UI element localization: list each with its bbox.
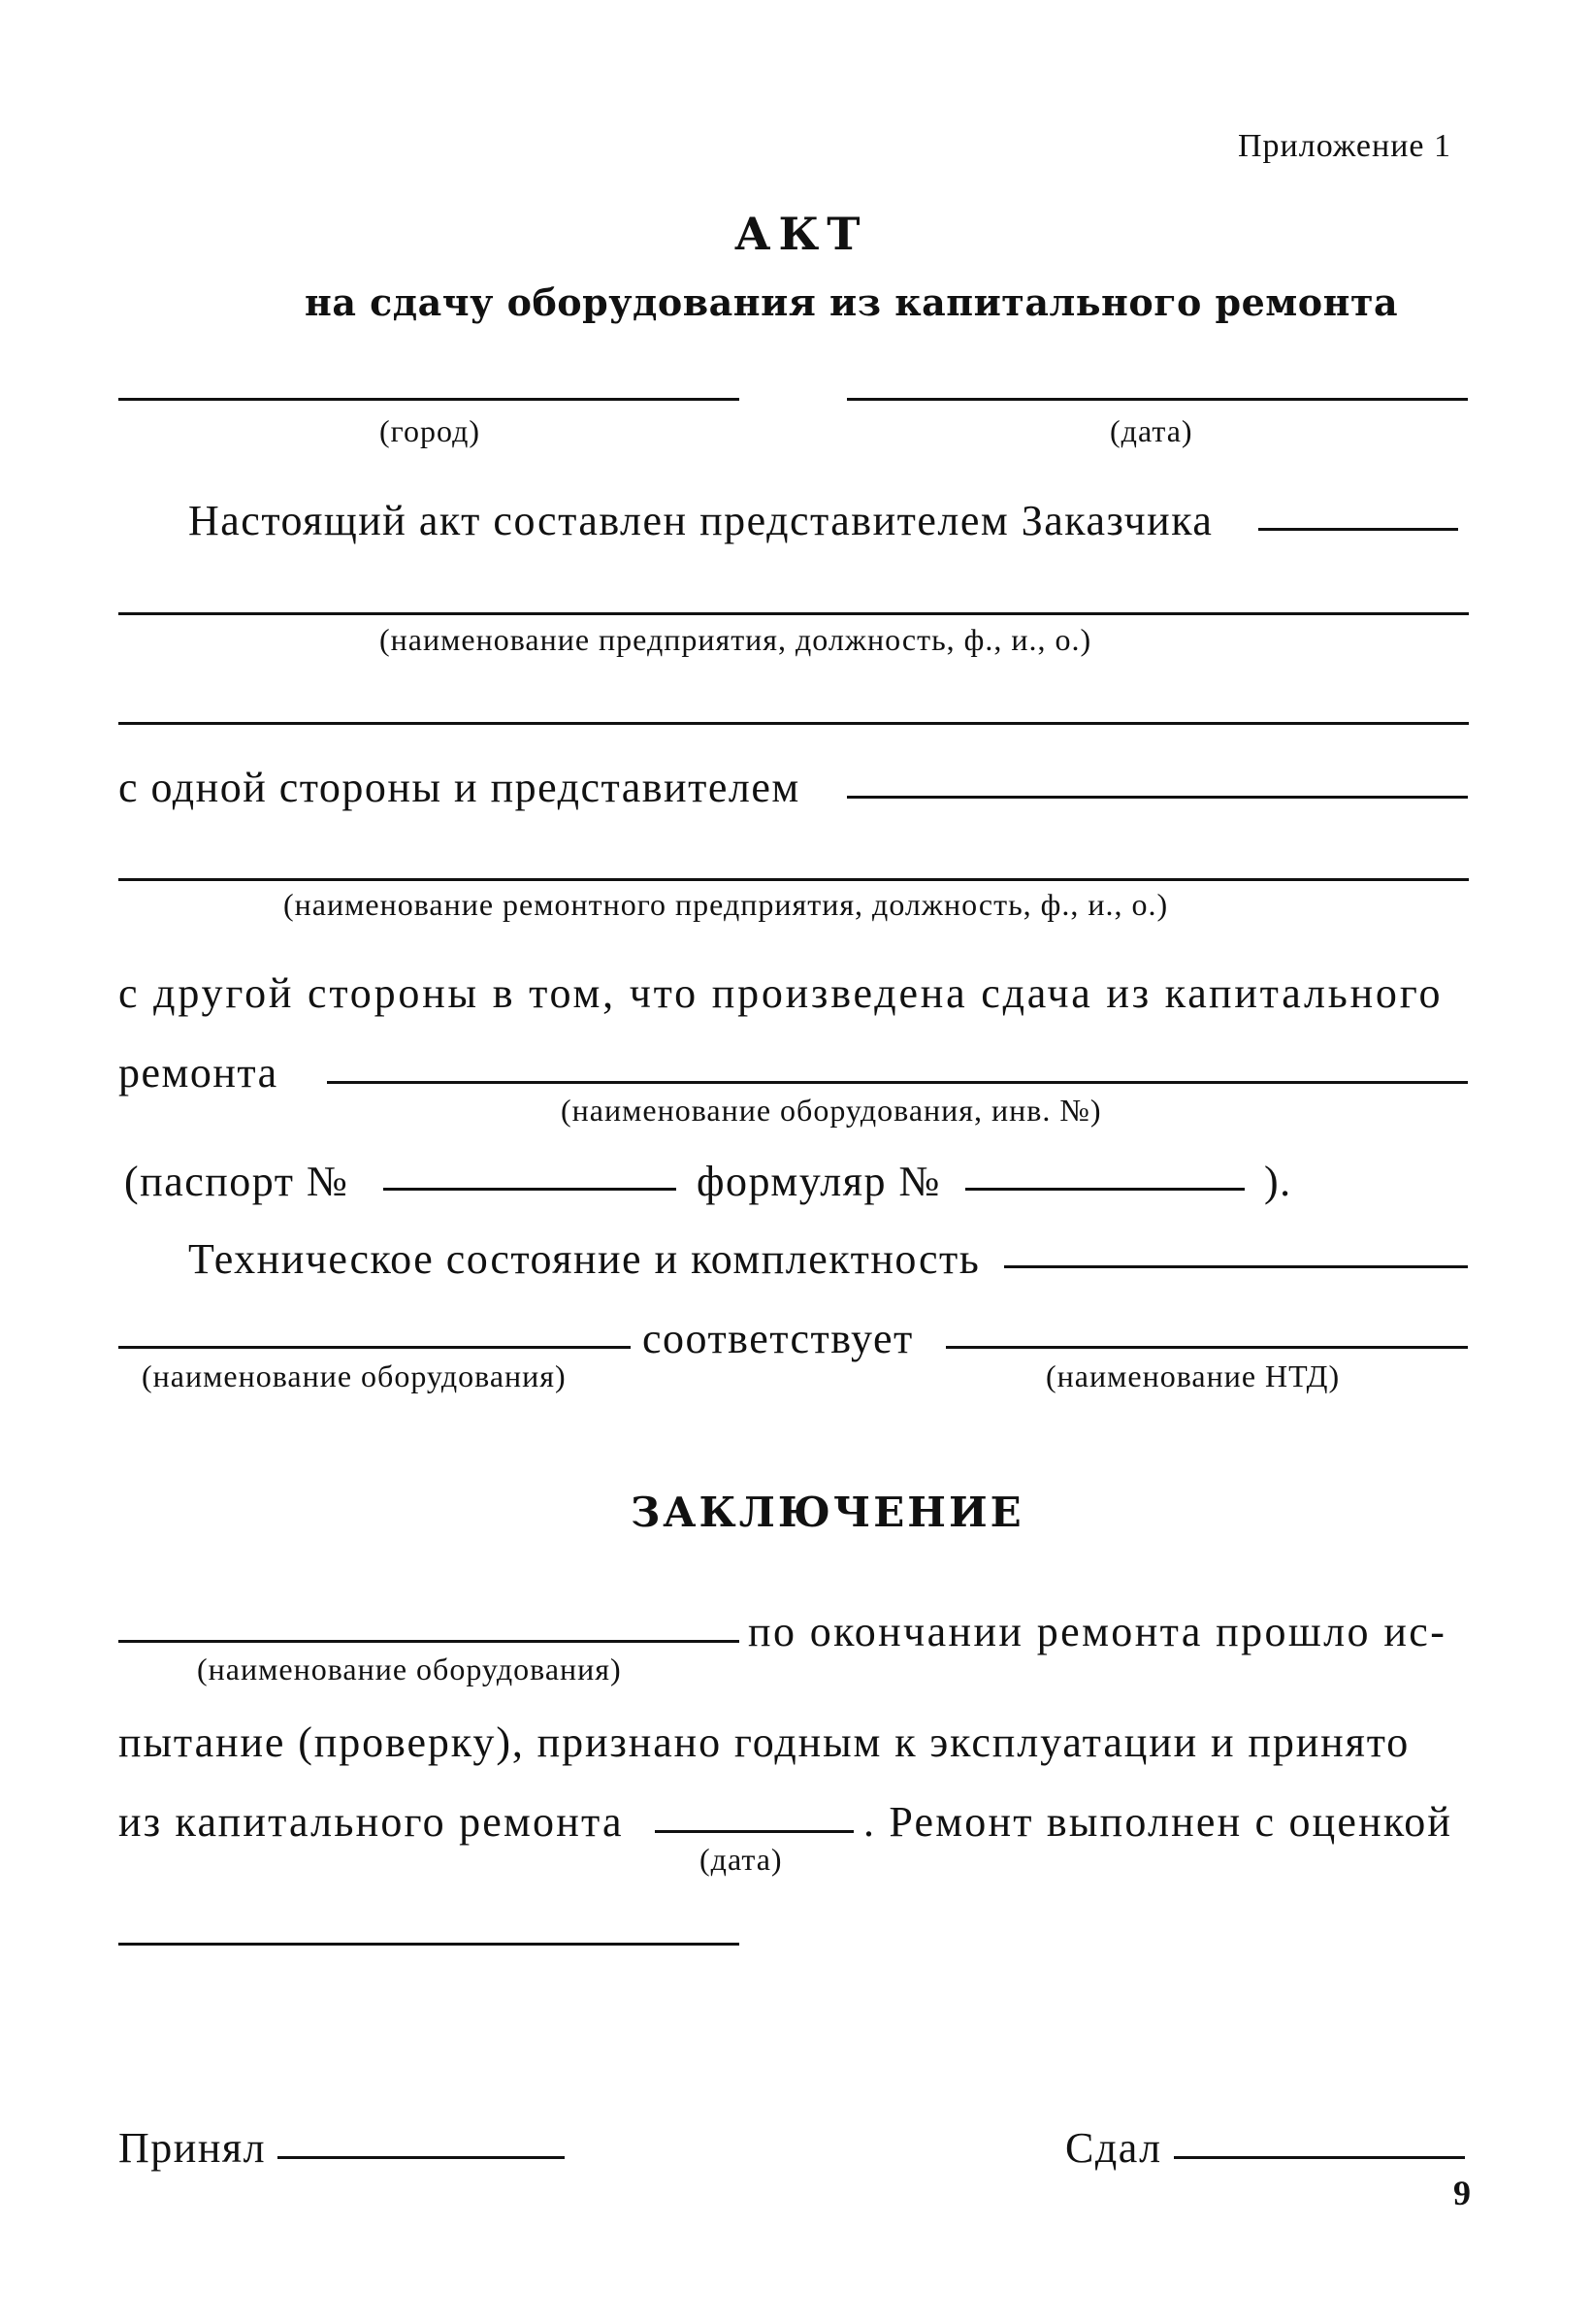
- date-field-line[interactable]: [847, 398, 1468, 401]
- formular-field-line[interactable]: [965, 1188, 1245, 1191]
- customer-caption: (наименование предприятия, должность, ф., и., о.): [379, 622, 1092, 657]
- conclusion-date-field-line[interactable]: [655, 1830, 854, 1833]
- conclusion-line-3: из капитального ремонта: [118, 1798, 624, 1846]
- conclusion-equipment-field-line[interactable]: [118, 1640, 739, 1643]
- customer-field-line[interactable]: [1258, 528, 1458, 531]
- equipment-caption-1: (наименование оборудования): [142, 1358, 567, 1393]
- customer-field-line-2[interactable]: [118, 612, 1469, 615]
- city-field-line[interactable]: [118, 398, 739, 401]
- customer-field-line-3[interactable]: [118, 722, 1469, 725]
- equipment-caption-2: (наименование оборудования): [197, 1652, 622, 1686]
- body-line-other-side: с другой стороны в том, что произведена сдача из капитального: [118, 969, 1444, 1017]
- grade-field-line[interactable]: [118, 1943, 739, 1946]
- city-caption: (город): [379, 413, 480, 448]
- date-caption-2: (дата): [699, 1842, 783, 1877]
- repair-rep-field-line[interactable]: [847, 796, 1468, 799]
- accepted-label: Принял: [118, 2124, 267, 2172]
- document-subtitle: на сдачу оборудования из капитального ремонта: [305, 280, 1399, 324]
- passport-field-line[interactable]: [383, 1188, 676, 1191]
- tech-state-label: Техническое состояние и комплектность: [188, 1235, 981, 1283]
- conclusion-line-3-end: . Ремонт выполнен с оценкой: [863, 1798, 1453, 1846]
- body-line-customer: Настоящий акт составлен представителем Заказчика: [188, 497, 1214, 544]
- passport-label: (паспорт №: [124, 1158, 349, 1205]
- equipment-name-field-line[interactable]: [118, 1346, 631, 1349]
- tech-state-field-line[interactable]: [1004, 1265, 1468, 1268]
- handed-signature-line[interactable]: [1174, 2156, 1465, 2159]
- ntd-caption: (наименование НТД): [1046, 1358, 1341, 1393]
- repair-company-caption: (наименование ремонтного предприятия, должность, ф., и., о.): [283, 887, 1169, 922]
- formular-label: формуляр №: [697, 1158, 941, 1205]
- equipment-field-line[interactable]: [327, 1081, 1468, 1084]
- body-line-representative: с одной стороны и представителем: [118, 764, 800, 811]
- conclusion-heading: ЗАКЛЮЧЕНИЕ: [631, 1489, 1024, 1536]
- closing-paren: ).: [1264, 1158, 1292, 1205]
- repair-rep-field-line-2[interactable]: [118, 878, 1469, 881]
- ntd-field-line[interactable]: [946, 1346, 1468, 1349]
- body-line-repair: ремонта: [118, 1049, 278, 1097]
- corresponds-label: соответствует: [642, 1315, 914, 1362]
- conclusion-line-1: по окончании ремонта прошло ис-: [748, 1608, 1447, 1655]
- appendix-label: Приложение 1: [1238, 128, 1451, 164]
- equipment-inv-caption: (наименование оборудования, инв. №): [561, 1093, 1102, 1128]
- date-caption: (дата): [1110, 413, 1193, 448]
- accepted-signature-line[interactable]: [277, 2156, 565, 2159]
- document-title: АКТ: [734, 208, 868, 260]
- handed-label: Сдал: [1065, 2124, 1162, 2172]
- conclusion-line-2: пытание (проверку), признано годным к эксплуатации и принято: [118, 1718, 1411, 1766]
- page-number: 9: [1453, 2174, 1471, 2212]
